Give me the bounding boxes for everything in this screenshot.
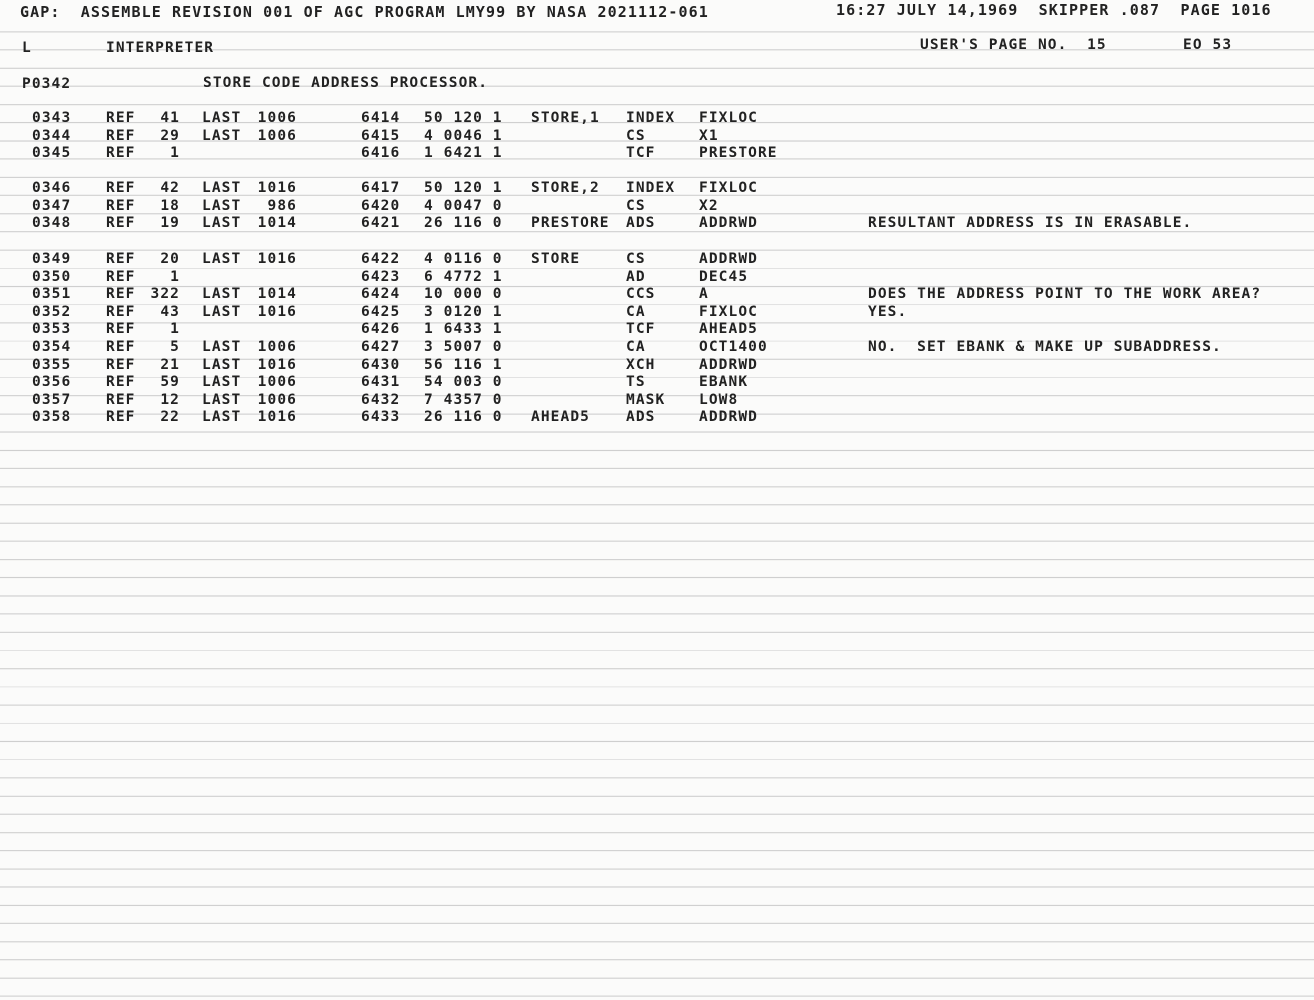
listing-row bbox=[0, 198, 1314, 215]
ref-keyword: REF bbox=[106, 303, 136, 320]
operand: FIXLOC bbox=[699, 303, 758, 320]
subheader-marker: L bbox=[22, 40, 32, 56]
last-keyword: LAST bbox=[202, 110, 242, 126]
address: 6420 bbox=[361, 197, 401, 214]
opcode: TCF bbox=[626, 321, 656, 338]
octal-code: 6 4772 1 bbox=[424, 268, 503, 285]
address: 6424 bbox=[361, 286, 401, 303]
last-keyword: LAST bbox=[202, 251, 242, 267]
address: 6431 bbox=[361, 374, 401, 391]
last-keyword: LAST bbox=[202, 215, 242, 232]
ref-keyword: REF bbox=[106, 409, 136, 426]
operand: A bbox=[699, 286, 709, 303]
ref-count: 1 bbox=[170, 268, 180, 285]
listing-row bbox=[0, 409, 1314, 426]
title-line-number: P0342 bbox=[22, 76, 72, 92]
ref-count: 41 bbox=[160, 110, 180, 126]
operand: FIXLOC bbox=[699, 110, 758, 126]
octal-code: 1 6433 1 bbox=[424, 321, 503, 338]
octal-code: 26 116 0 bbox=[424, 409, 503, 426]
operand: FIXLOC bbox=[699, 180, 758, 196]
opcode: CS bbox=[626, 127, 646, 144]
octal-code: 7 4357 0 bbox=[424, 391, 503, 408]
line-number: 0346 bbox=[32, 180, 72, 196]
address: 6430 bbox=[361, 356, 401, 373]
header-title: GAP: ASSEMBLE REVISION 001 OF AGC PROGRAM LMY99 BY NASA 2021112-061 bbox=[20, 3, 709, 21]
ref-count: 5 bbox=[170, 339, 180, 355]
opcode: TCF bbox=[626, 145, 656, 162]
listing-row bbox=[0, 128, 1314, 145]
ref-count: 1 bbox=[170, 321, 180, 338]
listing-row bbox=[0, 269, 1314, 286]
operand: LOW8 bbox=[699, 391, 739, 408]
section-title: STORE CODE ADDRESS PROCESSOR. bbox=[203, 75, 489, 91]
ref-count: 43 bbox=[160, 303, 180, 320]
comment: RESULTANT ADDRESS IS IN ERASABLE. bbox=[868, 215, 1193, 232]
last-keyword: LAST bbox=[202, 180, 242, 196]
operand: X1 bbox=[699, 127, 719, 144]
listing-row bbox=[0, 286, 1314, 303]
line-number: 0352 bbox=[32, 303, 72, 320]
line-number: 0350 bbox=[32, 268, 72, 285]
operand: OCT1400 bbox=[699, 339, 768, 355]
comment: DOES THE ADDRESS POINT TO THE WORK AREA? bbox=[868, 286, 1262, 303]
last-page: 986 bbox=[267, 197, 297, 214]
address: 6426 bbox=[361, 321, 401, 338]
line-number: 0344 bbox=[32, 127, 72, 144]
user-page-number: USER'S PAGE NO. 15 bbox=[920, 37, 1107, 53]
opcode: CCS bbox=[626, 286, 656, 303]
line-number: 0347 bbox=[32, 197, 72, 214]
address: 6423 bbox=[361, 268, 401, 285]
listing-row bbox=[0, 180, 1314, 197]
last-keyword: LAST bbox=[202, 356, 242, 373]
last-keyword: LAST bbox=[202, 339, 242, 355]
operand: DEC45 bbox=[699, 268, 749, 285]
ref-count: 59 bbox=[160, 374, 180, 391]
ref-count: 12 bbox=[160, 391, 180, 408]
ref-keyword: REF bbox=[106, 268, 136, 285]
octal-code: 50 120 1 bbox=[424, 180, 503, 196]
octal-code: 50 120 1 bbox=[424, 110, 503, 126]
last-page: 1006 bbox=[257, 391, 297, 408]
address: 6414 bbox=[361, 110, 401, 126]
listing-row bbox=[0, 321, 1314, 338]
ref-keyword: REF bbox=[106, 215, 136, 232]
last-page: 1006 bbox=[257, 339, 297, 355]
operand: ADDRWD bbox=[699, 356, 758, 373]
line-number: 0349 bbox=[32, 251, 72, 267]
label: AHEAD5 bbox=[531, 409, 590, 426]
line-number: 0343 bbox=[32, 110, 72, 126]
last-page: 1016 bbox=[257, 251, 297, 267]
octal-code: 3 0120 1 bbox=[424, 303, 503, 320]
ref-keyword: REF bbox=[106, 110, 136, 126]
opcode: INDEX bbox=[626, 180, 676, 196]
opcode: CS bbox=[626, 197, 646, 214]
octal-code: 4 0116 0 bbox=[424, 251, 503, 267]
octal-code: 1 6421 1 bbox=[424, 145, 503, 162]
last-page: 1006 bbox=[257, 110, 297, 126]
ref-keyword: REF bbox=[106, 391, 136, 408]
last-keyword: LAST bbox=[202, 197, 242, 214]
address: 6427 bbox=[361, 339, 401, 355]
ref-count: 19 bbox=[160, 215, 180, 232]
ref-count: 22 bbox=[160, 409, 180, 426]
last-keyword: LAST bbox=[202, 374, 242, 391]
last-page: 1014 bbox=[257, 215, 297, 232]
ref-keyword: REF bbox=[106, 286, 136, 303]
header-timestamp-page: 16:27 JULY 14,1969 SKIPPER .087 PAGE 1016 bbox=[836, 1, 1272, 19]
ref-keyword: REF bbox=[106, 356, 136, 373]
opcode: MASK bbox=[626, 391, 666, 408]
last-keyword: LAST bbox=[202, 303, 242, 320]
last-page: 1016 bbox=[257, 409, 297, 426]
line-number: 0351 bbox=[32, 286, 72, 303]
ref-count: 29 bbox=[160, 127, 180, 144]
operand: EBANK bbox=[699, 374, 749, 391]
opcode: CS bbox=[626, 251, 646, 267]
ref-keyword: REF bbox=[106, 145, 136, 162]
ref-keyword: REF bbox=[106, 180, 136, 196]
address: 6415 bbox=[361, 127, 401, 144]
opcode: XCH bbox=[626, 356, 656, 373]
ref-count: 1 bbox=[170, 145, 180, 162]
last-page: 1006 bbox=[257, 374, 297, 391]
ref-keyword: REF bbox=[106, 321, 136, 338]
label: STORE,1 bbox=[531, 110, 600, 126]
opcode: ADS bbox=[626, 215, 656, 232]
comment: NO. SET EBANK & MAKE UP SUBADDRESS. bbox=[868, 339, 1222, 355]
section-name: INTERPRETER bbox=[106, 40, 215, 56]
address: 6417 bbox=[361, 180, 401, 196]
listing-row bbox=[0, 304, 1314, 321]
ref-count: 42 bbox=[160, 180, 180, 196]
octal-code: 54 003 0 bbox=[424, 374, 503, 391]
operand: PRESTORE bbox=[699, 145, 778, 162]
listing-row bbox=[0, 374, 1314, 391]
last-page: 1014 bbox=[257, 286, 297, 303]
opcode: CA bbox=[626, 303, 646, 320]
address: 6422 bbox=[361, 251, 401, 267]
listing-row bbox=[0, 339, 1314, 356]
line-number: 0345 bbox=[32, 145, 72, 162]
label: STORE bbox=[531, 251, 581, 267]
ref-count: 18 bbox=[160, 197, 180, 214]
opcode: INDEX bbox=[626, 110, 676, 126]
opcode: ADS bbox=[626, 409, 656, 426]
last-keyword: LAST bbox=[202, 127, 242, 144]
opcode: CA bbox=[626, 339, 646, 355]
listing-row bbox=[0, 357, 1314, 374]
last-keyword: LAST bbox=[202, 286, 242, 303]
last-page: 1016 bbox=[257, 303, 297, 320]
octal-code: 56 116 1 bbox=[424, 356, 503, 373]
ref-count: 21 bbox=[160, 356, 180, 373]
operand: ADDRWD bbox=[699, 251, 758, 267]
last-page: 1006 bbox=[257, 127, 297, 144]
label: PRESTORE bbox=[531, 215, 610, 232]
line-number: 0358 bbox=[32, 409, 72, 426]
opcode: AD bbox=[626, 268, 646, 285]
octal-code: 26 116 0 bbox=[424, 215, 503, 232]
octal-code: 4 0047 0 bbox=[424, 197, 503, 214]
octal-code: 10 000 0 bbox=[424, 286, 503, 303]
address: 6425 bbox=[361, 303, 401, 320]
line-number: 0356 bbox=[32, 374, 72, 391]
line-number: 0353 bbox=[32, 321, 72, 338]
last-page: 1016 bbox=[257, 180, 297, 196]
ref-keyword: REF bbox=[106, 251, 136, 267]
address: 6416 bbox=[361, 145, 401, 162]
ref-keyword: REF bbox=[106, 127, 136, 144]
operand: AHEAD5 bbox=[699, 321, 758, 338]
address: 6432 bbox=[361, 391, 401, 408]
operand: ADDRWD bbox=[699, 215, 758, 232]
ref-count: 322 bbox=[150, 286, 180, 303]
last-keyword: LAST bbox=[202, 409, 242, 426]
ref-keyword: REF bbox=[106, 197, 136, 214]
listing-row bbox=[0, 392, 1314, 409]
last-page: 1016 bbox=[257, 356, 297, 373]
last-keyword: LAST bbox=[202, 391, 242, 408]
comment: YES. bbox=[868, 303, 908, 320]
operand: X2 bbox=[699, 197, 719, 214]
opcode: TS bbox=[626, 374, 646, 391]
eo-code: EO 53 bbox=[1183, 37, 1233, 53]
operand: ADDRWD bbox=[699, 409, 758, 426]
ref-keyword: REF bbox=[106, 374, 136, 391]
listing-row bbox=[0, 145, 1314, 162]
label: STORE,2 bbox=[531, 180, 600, 196]
line-number: 0357 bbox=[32, 391, 72, 408]
octal-code: 4 0046 1 bbox=[424, 127, 503, 144]
line-number: 0354 bbox=[32, 339, 72, 355]
ref-keyword: REF bbox=[106, 339, 136, 355]
address: 6433 bbox=[361, 409, 401, 426]
line-number: 0348 bbox=[32, 215, 72, 232]
line-number: 0355 bbox=[32, 356, 72, 373]
address: 6421 bbox=[361, 215, 401, 232]
listing-row bbox=[0, 110, 1314, 127]
octal-code: 3 5007 0 bbox=[424, 339, 503, 355]
listing-row bbox=[0, 215, 1314, 232]
listing-row bbox=[0, 251, 1314, 268]
ref-count: 20 bbox=[160, 251, 180, 267]
